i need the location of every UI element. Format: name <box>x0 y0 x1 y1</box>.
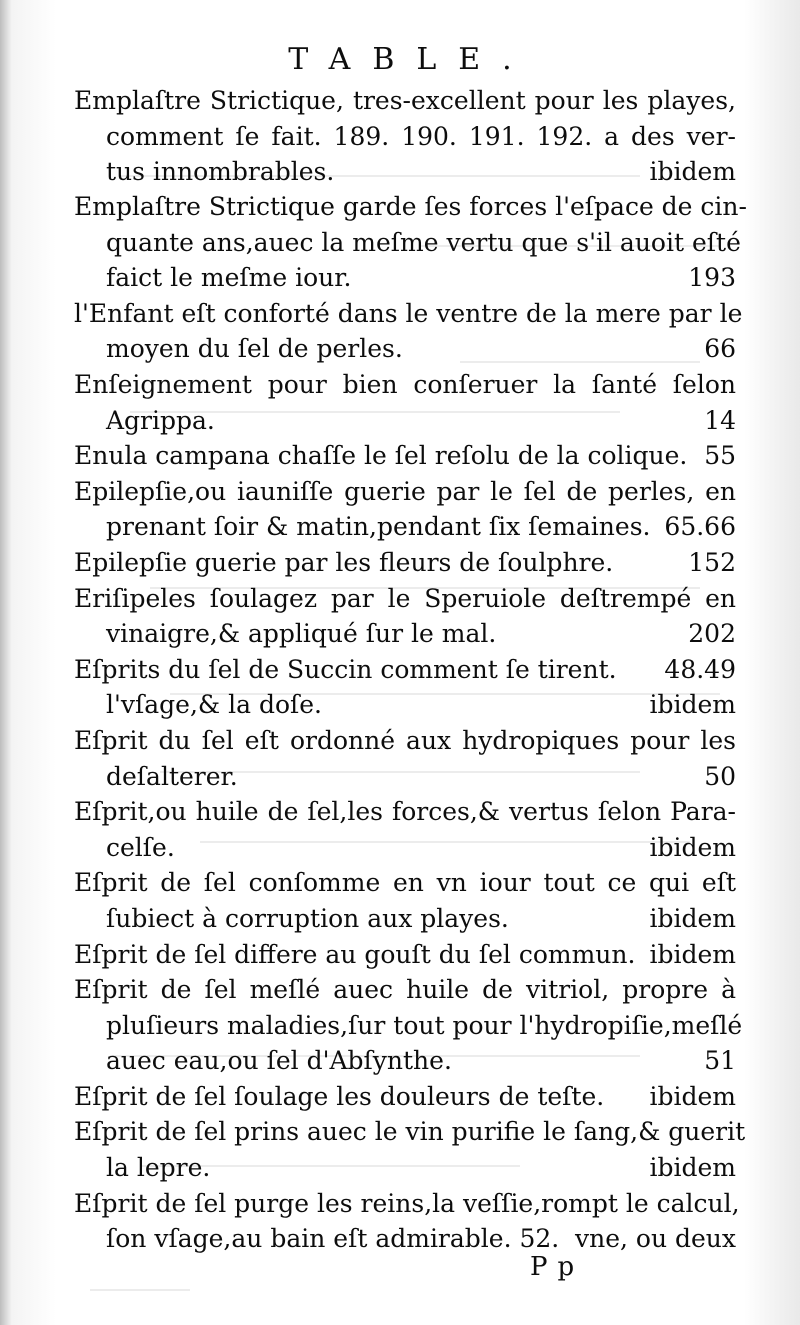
page-reference: 51 <box>704 1046 736 1075</box>
index-line: Eſprit du ſel eſt ordonné aux hydropiques pour les <box>74 726 736 755</box>
page-reference: ibidem <box>649 157 736 186</box>
page-reference: ibidem <box>649 940 736 969</box>
index-line: Eſprit de ſel meſlé auec huile de vitriol, propre à <box>74 975 736 1004</box>
index-line <box>106 154 736 190</box>
page-reference: 14 <box>704 406 736 435</box>
entry-text: Epilepſie guerie par les fleurs de ſoulphre. <box>74 548 614 577</box>
page-reference: ibidem <box>649 904 736 933</box>
index-line <box>106 1043 736 1079</box>
entry-text: Eſprits du ſel de Succin comment ſe tirent. <box>74 655 617 684</box>
index-line: quante ans,auec la meſme vertu que s'il auoit eſté <box>106 228 741 257</box>
index-line <box>106 331 736 367</box>
entry-text: la lepre. <box>106 1153 211 1182</box>
page-reference: 50 <box>704 762 736 791</box>
index-line <box>74 1079 736 1115</box>
index-line <box>106 509 736 545</box>
index-line: Eriſipeles ſoulagez par le Speruiole deſtrempé en <box>74 584 736 613</box>
page-reference: 65.66 <box>664 512 736 541</box>
page-reference: ibidem <box>649 1153 736 1182</box>
signature-mark: Pp <box>530 1252 585 1282</box>
index-line <box>106 759 736 795</box>
entry-text: Eſprit de ſel ſoulage les douleurs de teſte. <box>74 1082 605 1111</box>
entry-text: l'vſage,& la doſe. <box>106 690 322 719</box>
index-line: Eſprit de ſel conſomme en vn iour tout ce qui eſt <box>74 868 736 897</box>
index-line <box>74 545 736 581</box>
page-reference: 202 <box>688 619 736 648</box>
catchword: vne, ou deux <box>574 1224 736 1253</box>
page-reference: ibidem <box>649 833 736 862</box>
page-reference: 48.49 <box>664 655 736 684</box>
index-line: comment ſe fait. 189. 190. 191. 192. a des ver- <box>106 122 736 151</box>
entry-text: tus innombrables. <box>106 157 335 186</box>
index-line: Eſprit de ſel purge les reins,la veſſie,rompt le calcul, <box>74 1189 740 1218</box>
index-line <box>106 403 736 439</box>
index-line <box>74 937 736 973</box>
index-line <box>106 616 736 652</box>
index-line: l'Enfant eſt conforté dans le ventre de la mere par le <box>74 299 743 328</box>
index-line: Enſeignement pour bien conſeruer la ſanté ſelon <box>74 370 736 399</box>
index-line: Eſprit de ſel prins auec le vin purifie le ſang,& guerit <box>74 1117 746 1146</box>
running-title: TABLE. <box>288 42 534 77</box>
page-reference: 152 <box>688 548 736 577</box>
entry-text: ſon vſage,au bain eſt admirable. 52. <box>106 1224 560 1253</box>
index-line: Emplaſtre Strictique garde ſes forces l'eſpace de cin- <box>74 192 747 221</box>
entry-text: celſe. <box>106 833 175 862</box>
page-reference: ibidem <box>649 690 736 719</box>
entry-text: vinaigre,& appliqué ſur le mal. <box>106 619 497 648</box>
entry-text: Enula campana chaſſe le ſel reſolu de la colique. <box>74 441 688 470</box>
page-reference: 55 <box>704 441 736 470</box>
entry-text: ſubiect à corruption aux playes. <box>106 904 509 933</box>
index-line <box>74 438 736 474</box>
page-reference: ibidem <box>649 1082 736 1111</box>
index-line <box>106 687 736 723</box>
index-line: Epilepſie,ou iauniſſe guerie par le ſel de perles, en <box>74 477 736 506</box>
page-reference: 66 <box>704 334 736 363</box>
index-line: Emplaſtre Strictique, tres-excellent pour les playes, <box>74 86 736 115</box>
entry-text: faict le meſme iour. <box>106 263 352 292</box>
page-reference: 193 <box>688 263 736 292</box>
entry-text: moyen du ſel de perles. <box>106 334 403 363</box>
index-line: pluſieurs maladies,ſur tout pour l'hydropiſie,meſlé <box>106 1011 743 1040</box>
entry-text: prenant ſoir & matin,pendant ſix ſemaines. <box>106 512 651 541</box>
index-line <box>106 830 736 866</box>
index-line <box>106 1221 736 1257</box>
entry-text: auec eau,ou ſel d'Abſynthe. <box>106 1046 452 1075</box>
entry-text: deſalterer. <box>106 762 238 791</box>
index-line <box>106 1150 736 1186</box>
entry-text: Eſprit de ſel differe au gouſt du ſel commun. <box>74 940 636 969</box>
index-line: Eſprit,ou huile de ſel,les forces,& vertus ſelon Para- <box>74 797 736 826</box>
index-line <box>106 260 736 296</box>
entry-text: Agrippa. <box>106 406 215 435</box>
index-line <box>106 901 736 937</box>
index-line <box>74 652 736 688</box>
